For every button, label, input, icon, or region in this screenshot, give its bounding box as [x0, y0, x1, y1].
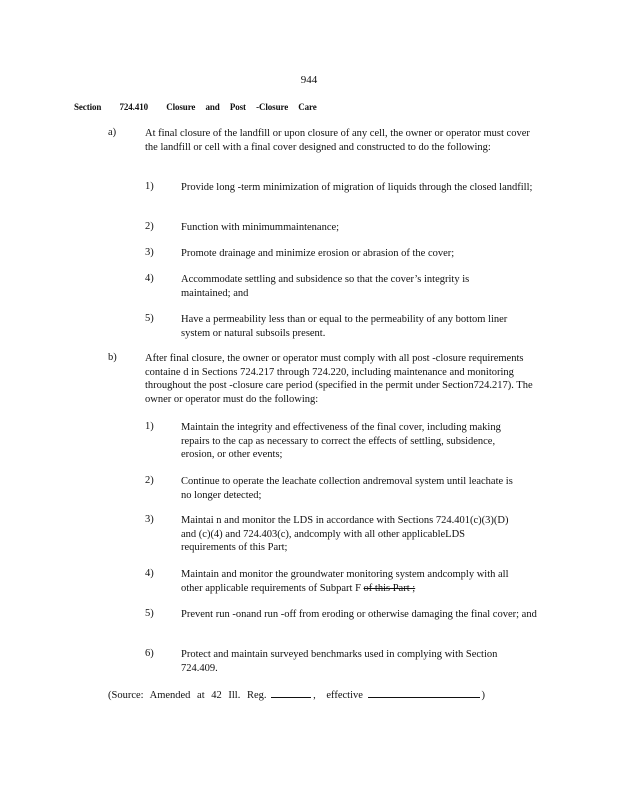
b-item-6-text: Protect and maintain surveyed benchmarks used in complying with Section 724.409.	[181, 649, 498, 674]
b-item-3-text: Maintai n and monitor the LDS in accordance with Sections 724.401(c)(3)(D) and (c)(4) and 724.403(c), andcomply with all other applicableLDS requirements of this Part;	[181, 515, 509, 554]
b-item-5-text: Prevent run -onand run -off from eroding or otherwise damaging the final cover; and	[181, 609, 537, 620]
b-item-4-struck-text: of this Part ;	[363, 582, 416, 594]
a-item-3-text: Promote drainage and minimize erosion or abrasion of the cover;	[181, 248, 455, 259]
effective-date-blank[interactable]	[368, 688, 480, 698]
b-item-4-main-text: Maintain and monitor the groundwater monitoring system andcomply with all other applicable requirements of Subpart F	[181, 569, 509, 594]
source-comma: ,	[313, 690, 316, 701]
b-item-1-text: Maintain the integrity and effectiveness of the final cover, including making repairs to the cap as necessary to correct the effects of settling, subsidence, erosion, or other events;	[181, 422, 501, 461]
effective-label: effective	[326, 690, 363, 701]
b-item-3-number: 3)	[145, 514, 154, 525]
b-item-2-number: 2)	[145, 475, 154, 486]
section-heading	[74, 102, 333, 112]
source-close: )	[481, 690, 486, 701]
a-item-4-text: Accommodate settling and subsidence so that the cover’s integrity is maintained; and	[181, 274, 470, 299]
a-item-3-number: 3)	[145, 247, 154, 258]
source-note	[108, 688, 485, 701]
page-number: 944	[300, 74, 318, 86]
source-prefix: (Source: Amended at 42 Ill. Reg.	[108, 690, 267, 701]
b-item-5-number: 5)	[145, 608, 154, 619]
a-item-5-number: 5)	[145, 313, 154, 324]
b-item-2-text: Continue to operate the leachate collection andremoval system until leachate is no longer detected;	[181, 476, 513, 501]
subsection-b-label: b)	[108, 352, 117, 363]
a-item-5-text: Have a permeability less than or equal to the permeability of any bottom liner system or natural subsoils present.	[181, 314, 508, 339]
a-item-4-number: 4)	[145, 273, 154, 284]
b-item-4-text	[181, 568, 521, 595]
subsection-a-text: At final closure of the landfill or upon closure of any cell, the owner or operator must cover the landfill or cell with a final cover designed and constructed to do the following:	[145, 128, 530, 153]
register-page-blank[interactable]	[271, 688, 311, 698]
subsection-a-label: a)	[108, 127, 117, 138]
a-item-2-number: 2)	[145, 221, 154, 232]
section-number: 724.410	[119, 102, 149, 112]
b-item-4-number: 4)	[145, 568, 154, 579]
section-title: Closure and Post -Closure Care	[166, 102, 317, 112]
section-label: Section	[74, 102, 102, 112]
a-item-1-text: Provide long -term minimization of migration of liquids through the closed landfill;	[181, 182, 533, 193]
b-item-1-number: 1)	[145, 421, 154, 432]
b-item-6-number: 6)	[145, 648, 154, 659]
a-item-2-text: Function with minimummaintenance;	[181, 222, 340, 233]
subsection-b-text: After final closure, the owner or operator must comply with all post -closure requirements containe d in Sections 724.217 through 724.220, including maintenance and monitoring throughout the post -closure care period (specified in the permit under Section724.217). The owner or operator must do the following:	[145, 353, 533, 405]
a-item-1-number: 1)	[145, 181, 154, 192]
